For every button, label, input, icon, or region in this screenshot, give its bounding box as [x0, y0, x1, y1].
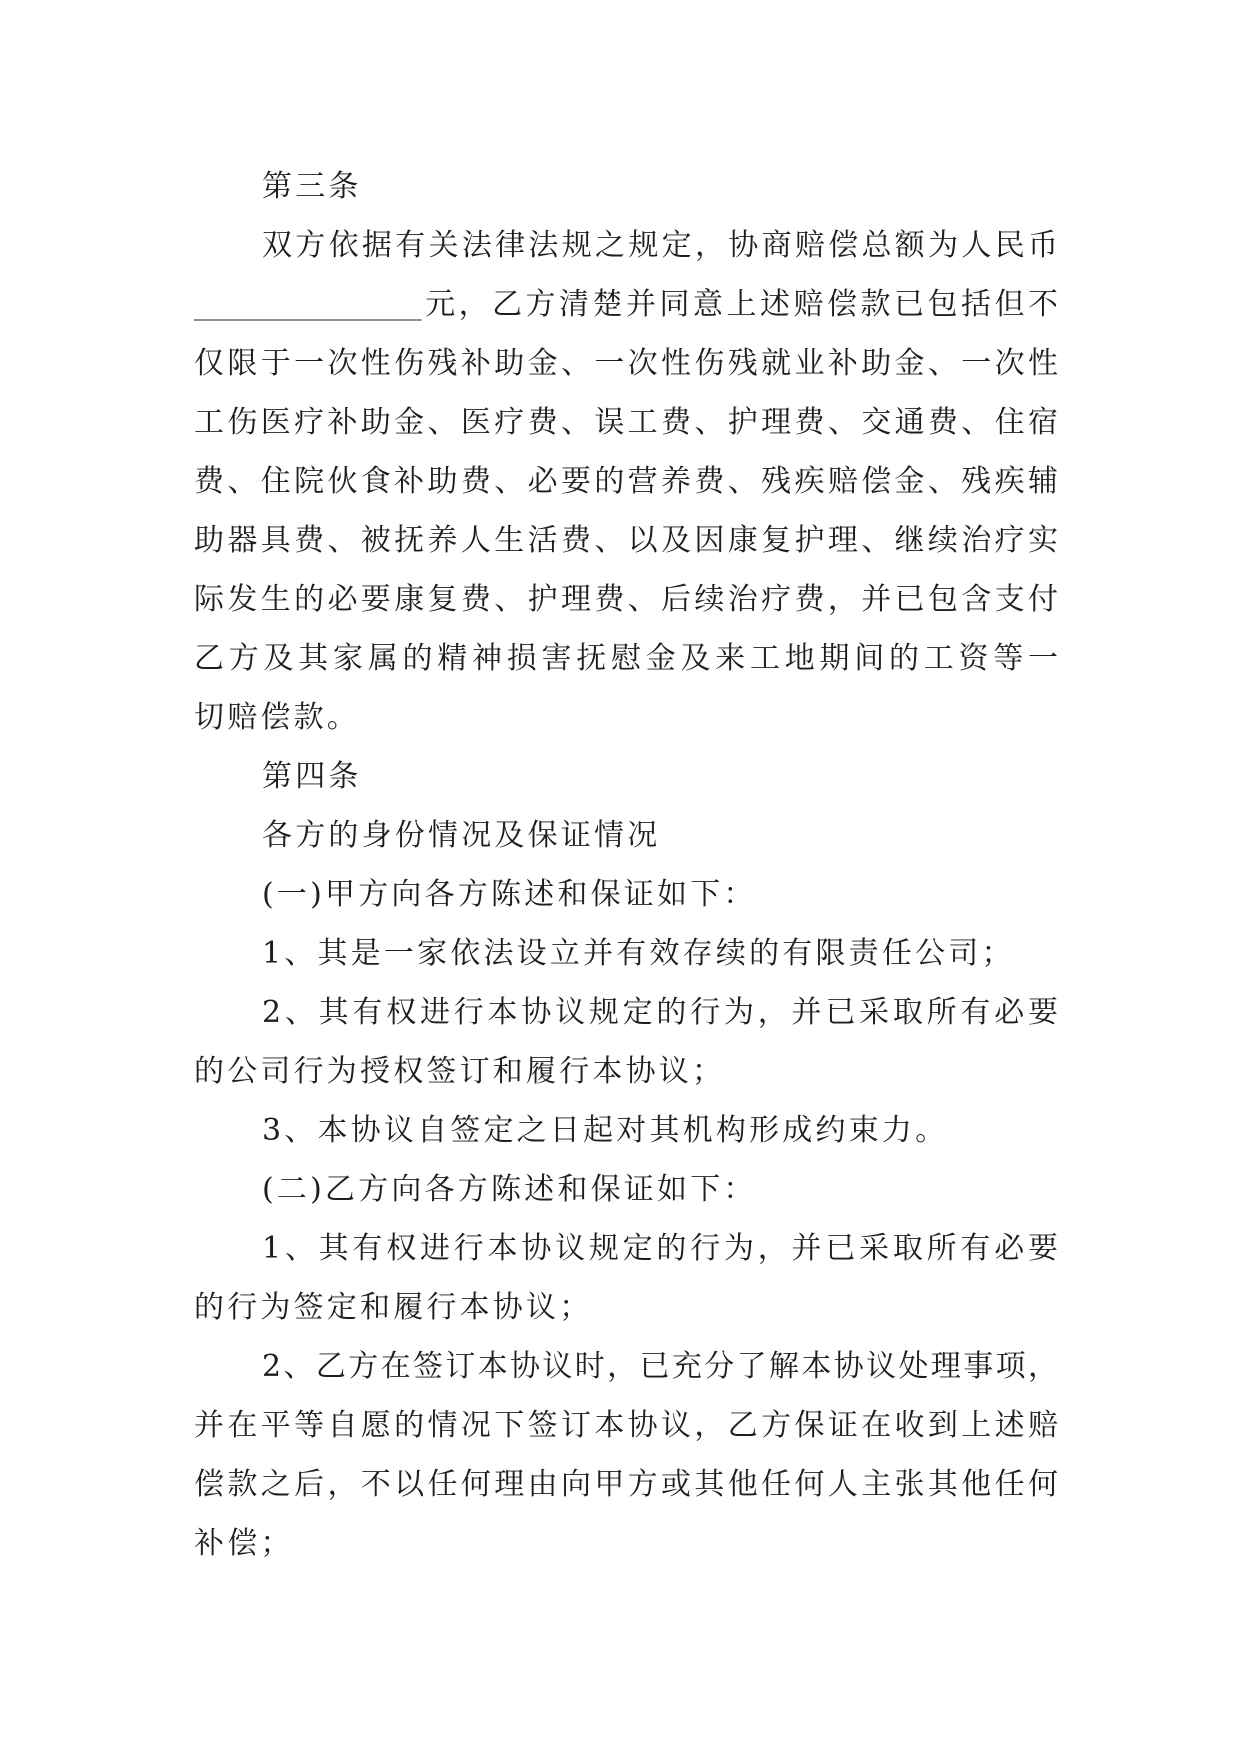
- article-3-line: 际发生的必要康复费、护理费、后续治疗费，并已包含支付: [194, 582, 1058, 617]
- party-b-item-1: 1、其有权进行本协议规定的行为，并已采取所有必要: [262, 1231, 1058, 1266]
- party-b-item-2-continued: 补偿；: [194, 1526, 294, 1561]
- amount-blank: ______________: [194, 290, 422, 321]
- party-b-item-2-continued: 偿款之后，不以任何理由向甲方或其他任何人主张其他任何: [194, 1467, 1058, 1502]
- article-3-line: 助器具费、被抚养人生活费、以及因康复护理、继续治疗实: [194, 523, 1058, 558]
- document-body: [194, 157, 1058, 1573]
- article-3-heading: 第三条: [262, 169, 362, 204]
- article-3-line: 工伤医疗补助金、医疗费、误工费、护理费、交通费、住宿: [194, 405, 1058, 440]
- party-a-item-2: 2、其有权进行本协议规定的行为，并已采取所有必要: [262, 995, 1058, 1030]
- party-a-item-1: 1、其是一家依法设立并有效存续的有限责任公司；: [262, 936, 1015, 971]
- article-3-line: 仅限于一次性伤残补助金、一次性伤残就业补助金、一次性: [194, 346, 1058, 381]
- article-4-subtitle: 各方的身份情况及保证情况: [262, 818, 661, 853]
- article-3-line: 费、住院伙食补助费、必要的营养费、残疾赔偿金、残疾辅: [194, 464, 1058, 499]
- article-3-line-text: 元，乙方清楚并同意上述赔偿款已包括但不: [421, 287, 1058, 322]
- article-3-line: 双方依据有关法律法规之规定，协商赔偿总额为人民币: [262, 228, 1058, 263]
- party-b-heading: (二)乙方向各方陈述和保证如下：: [262, 1172, 757, 1207]
- party-a-item-3: 3、本协议自签定之日起对其机构形成约束力。: [262, 1113, 949, 1148]
- party-b-item-2-continued: 并在平等自愿的情况下签订本协议，乙方保证在收到上述赔: [194, 1408, 1058, 1443]
- article-3-line-with-blank: [194, 275, 1058, 334]
- party-b-item-2: 2、乙方在签订本协议时，已充分了解本协议处理事项，: [262, 1349, 1058, 1384]
- party-a-heading: (一)甲方向各方陈述和保证如下：: [262, 877, 757, 912]
- party-b-item-1-continued: 的行为签定和履行本协议；: [194, 1290, 593, 1325]
- article-3-line: 切赔偿款。: [194, 700, 360, 735]
- article-3-line: 乙方及其家属的精神损害抚慰金及来工地期间的工资等一: [194, 641, 1058, 676]
- article-4-heading: 第四条: [262, 759, 362, 794]
- party-a-item-2-continued: 的公司行为授权签订和履行本协议；: [194, 1054, 726, 1089]
